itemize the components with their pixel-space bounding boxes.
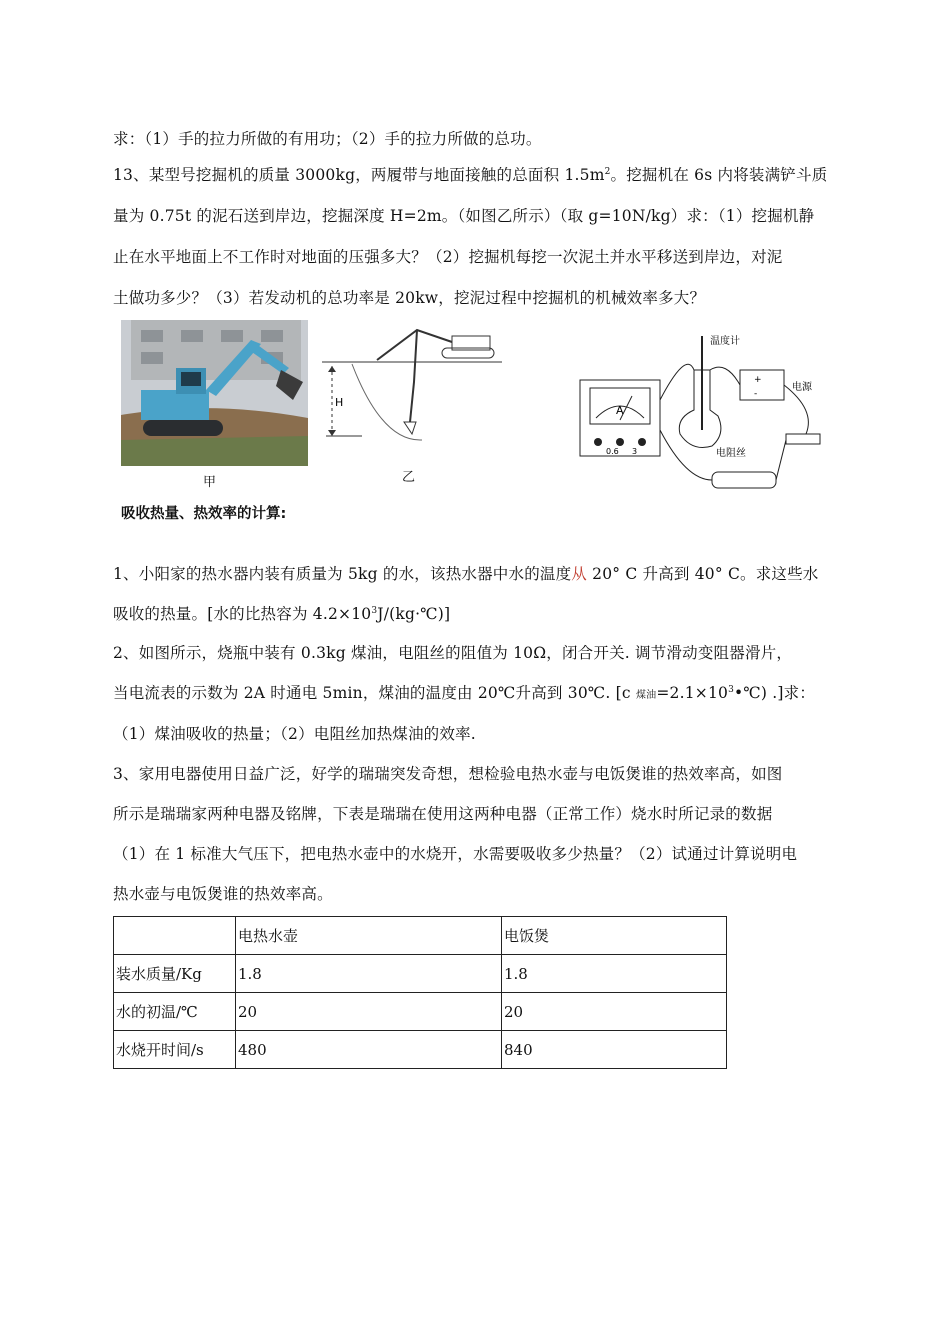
table-cell: 840	[502, 1031, 727, 1069]
q12-tail: 求：（1）手的拉力所做的有用功；（2）手的拉力所做的总功。	[113, 130, 542, 148]
table-cell: 20	[236, 993, 502, 1031]
resistor-label: 电阻丝	[716, 448, 746, 459]
excavator-photo	[121, 320, 308, 466]
table-cell: 装水质量/Kg	[114, 955, 236, 993]
figure-yi-caption: 乙	[402, 470, 416, 485]
table-cell: 水烧开时间/s	[114, 1031, 236, 1069]
table-row	[114, 1031, 727, 1069]
table-cell: 电饭煲	[502, 917, 727, 955]
ammeter-scale-0-6: 0.6	[606, 447, 619, 456]
q13-line4: 土做功多少？（3）若发动机的总功率是 20kw，挖泥过程中挖掘机的机械效率多大？	[113, 289, 706, 307]
table-cell: 电热水壶	[236, 917, 502, 955]
p3-line2: 所示是瑞瑞家两种电器及铭牌，下表是瑞瑞在使用这两种电器（正常工作）烧水时所记录的数据	[113, 805, 773, 823]
data-table	[113, 916, 727, 1069]
figure-jia-caption: 甲	[203, 475, 217, 490]
power-label: 电源	[792, 382, 812, 393]
power-minus: -	[754, 389, 758, 399]
section-heading: 吸收热量、热效率的计算:	[121, 506, 287, 522]
table-cell: 20	[502, 993, 727, 1031]
ammeter-scale-3: 3	[632, 447, 638, 456]
p1-line1: 1、小阳家的热水器内装有质量为 5kg 的水，该热水器中水的温度从 20° C 升高到 40° C。求这些水	[113, 565, 819, 583]
q13-line2: 量为 0.75t 的泥石送到岸边，挖掘深度 H=2m。（如图乙所示）（取 g=10N/kg）求：（1）挖掘机静	[113, 207, 815, 225]
table-cell: 1.8	[236, 955, 502, 993]
p2-line1: 2、如图所示，烧瓶中装有 0.3kg 煤油，电阻丝的阻值为 10Ω，闭合开关. 调节滑动变阻器滑片，	[113, 644, 793, 662]
p2-line2: 当电流表的示数为 2A 时通电 5min，煤油的温度由 20℃升高到 30℃. [c 煤油$=2.1\times 10^3•℃$) .]求：	[113, 684, 816, 702]
p3-line3: （1）在 1 标准大气压下，把电热水壶中的水烧开，水需要吸收多少热量？（2）试通过计算说明电	[113, 845, 798, 863]
p1-line2: 吸收的热量。[水的比热容为 $4.2\times 10^3J/(kg\cdot℃)$]	[113, 605, 451, 623]
table-cell: 1.8	[502, 955, 727, 993]
q13-line3: 止在水平地面上不工作时对地面的压强多大？（2）挖掘机每挖一次泥土并水平移送到岸边，对泥	[113, 248, 783, 266]
p2-line3: （1）煤油吸收的热量；（2）电阻丝加热煤油的效率.	[113, 725, 476, 743]
thermometer-label: 温度计	[710, 336, 740, 347]
q13-line1: 13、某型号挖掘机的质量 3000kg，两履带与地面接触的总面积 $1.5m^2$。挖掘机在 6s 内将装满铲斗质	[113, 166, 828, 184]
table-cell: 水的初温/℃	[114, 993, 236, 1031]
table-cell	[114, 917, 236, 955]
table-header-row	[114, 917, 727, 955]
power-plus: +	[754, 375, 762, 385]
p3-line4: 热水壶与电饭煲谁的热效率高。	[113, 885, 333, 903]
table-row	[114, 993, 727, 1031]
table-row	[114, 955, 727, 993]
ammeter-symbol: A	[616, 404, 624, 417]
circuit-diagram	[576, 330, 836, 500]
p3-line1: 3、家用电器使用日益广泛，好学的瑞瑞突发奇想，想检验电热水壶与电饭煲谁的热效率高，如图	[113, 765, 783, 783]
table-cell: 480	[236, 1031, 502, 1069]
height-label: H	[335, 396, 344, 409]
excavator-diagram	[322, 322, 502, 462]
